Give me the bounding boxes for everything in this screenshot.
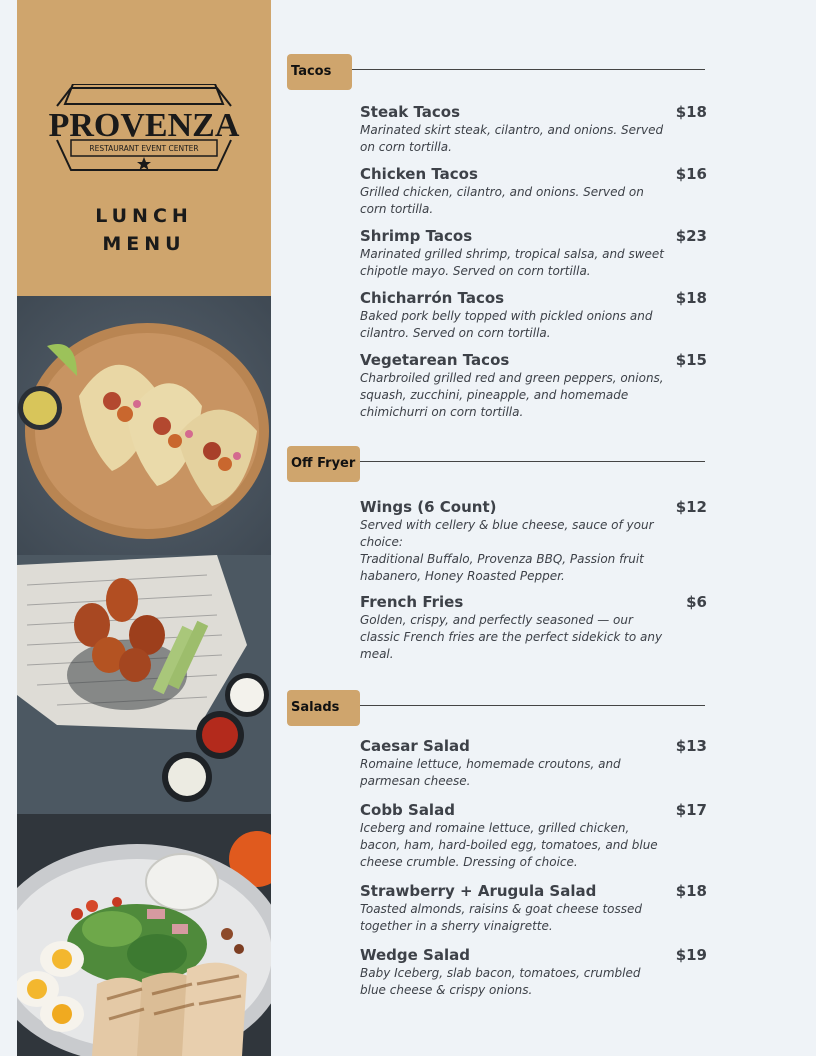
item-price: $19	[675, 946, 707, 964]
menu-item-vegetarean-tacos	[360, 350, 707, 421]
item-price: $18	[675, 103, 707, 121]
item-description	[360, 965, 665, 999]
item-name: Strawberry + Arugula Salad	[360, 882, 597, 900]
item-description	[360, 612, 665, 663]
item-description	[360, 184, 665, 218]
item-name: Chicharrón Tacos	[360, 289, 505, 307]
provenza-logo	[47, 84, 241, 176]
item-description-line: Charbroiled grilled red and green peppers, onions, squash, zucchini, pineapple, and homemade chimichurri on corn tortilla.	[360, 371, 664, 419]
item-name: Wedge Salad	[360, 946, 470, 964]
item-description-line: Served with cellery & blue cheese, sauce of your choice:	[360, 518, 654, 549]
item-description	[360, 246, 665, 280]
item-name: Cobb Salad	[360, 801, 455, 819]
item-price: $6	[686, 593, 707, 611]
menu-title	[17, 202, 271, 258]
section-header-off-fryer	[287, 446, 705, 482]
menu-item-wings	[360, 497, 707, 585]
menu-item-strawberry-arugula-salad	[360, 881, 707, 935]
item-name: Chicken Tacos	[360, 165, 478, 183]
section-tab-salads: Salads	[287, 690, 360, 726]
item-name: Shrimp Tacos	[360, 227, 473, 245]
section-divider	[360, 461, 705, 462]
item-description-line: Grilled chicken, cilantro, and onions. Served on corn tortilla.	[360, 185, 644, 216]
item-price: $16	[675, 165, 707, 183]
item-name: French Fries	[360, 593, 464, 611]
item-description-line: Baked pork belly topped with pickled onions and cilantro. Served on corn tortilla.	[360, 309, 653, 340]
item-description-line: Marinated skirt steak, cilantro, and onions. Served on corn tortilla.	[360, 123, 664, 154]
item-description	[360, 370, 665, 421]
wings-photo	[17, 555, 271, 814]
item-name: Wings (6 Count)	[360, 498, 497, 516]
item-price: $18	[675, 289, 707, 307]
item-description-line: Romaine lettuce, homemade croutons, and parmesan cheese.	[360, 757, 621, 788]
section-header-salads	[287, 690, 705, 726]
menu-item-caesar-salad	[360, 736, 707, 790]
item-description	[360, 901, 665, 935]
item-description	[360, 517, 665, 585]
menu-item-french-fries	[360, 592, 707, 663]
item-description-line: Marinated grilled shrimp, tropical salsa, and sweet chipotle mayo. Served on corn tortilla.	[360, 247, 665, 278]
svg-text:RESTAURANT EVENT CENTER: RESTAURANT EVENT CENTER	[89, 144, 199, 153]
item-description-line: Baby Iceberg, slab bacon, tomatoes, crumbled blue cheese & crispy onions.	[360, 966, 641, 997]
menu-item-steak-tacos	[360, 102, 707, 156]
svg-text:PROVENZA: PROVENZA	[48, 107, 240, 144]
section-divider	[360, 705, 705, 706]
item-description	[360, 308, 665, 342]
menu-item-chicken-tacos	[360, 164, 707, 218]
salad-photo	[17, 814, 271, 1056]
item-description-line: Iceberg and romaine lettuce, grilled chicken, bacon, ham, hard-boiled egg, tomatoes, and blue cheese crumble. Dressing of choice.	[360, 821, 658, 869]
menu-item-cobb-salad	[360, 800, 707, 871]
item-name: Steak Tacos	[360, 103, 461, 121]
menu-title-line2: MENU	[102, 233, 186, 255]
item-name: Vegetarean Tacos	[360, 351, 510, 369]
brand-panel	[17, 0, 271, 296]
item-price: $12	[675, 498, 707, 516]
item-price: $18	[675, 882, 707, 900]
section-divider	[352, 69, 705, 70]
item-price: $17	[675, 801, 707, 819]
item-description-line: Golden, crispy, and perfectly seasoned — our classic French fries are the perfect sidekick to any meal.	[360, 613, 663, 661]
item-price: $23	[675, 227, 707, 245]
item-price: $13	[675, 737, 707, 755]
item-description	[360, 756, 665, 790]
item-name: Caesar Salad	[360, 737, 470, 755]
item-description-line: Toasted almonds, raisins & goat cheese tossed together in a sherry vinaigrette.	[360, 902, 642, 933]
item-description	[360, 820, 665, 871]
tacos-photo	[17, 296, 271, 555]
section-tab-off-fryer: Off Fryer	[287, 446, 360, 482]
item-description-line: Traditional Buffalo, Provenza BBQ, Passion fruit habanero, Honey Roasted Pepper.	[360, 552, 644, 583]
sidebar	[17, 0, 271, 1056]
section-header-tacos	[287, 54, 705, 90]
menu-item-chicharron-tacos	[360, 288, 707, 342]
menu-title-line1: LUNCH	[95, 205, 193, 227]
item-description	[360, 122, 665, 156]
item-price: $15	[675, 351, 707, 369]
menu-item-wedge-salad	[360, 945, 707, 999]
menu-item-shrimp-tacos	[360, 226, 707, 280]
section-tab-tacos: Tacos	[287, 54, 352, 90]
